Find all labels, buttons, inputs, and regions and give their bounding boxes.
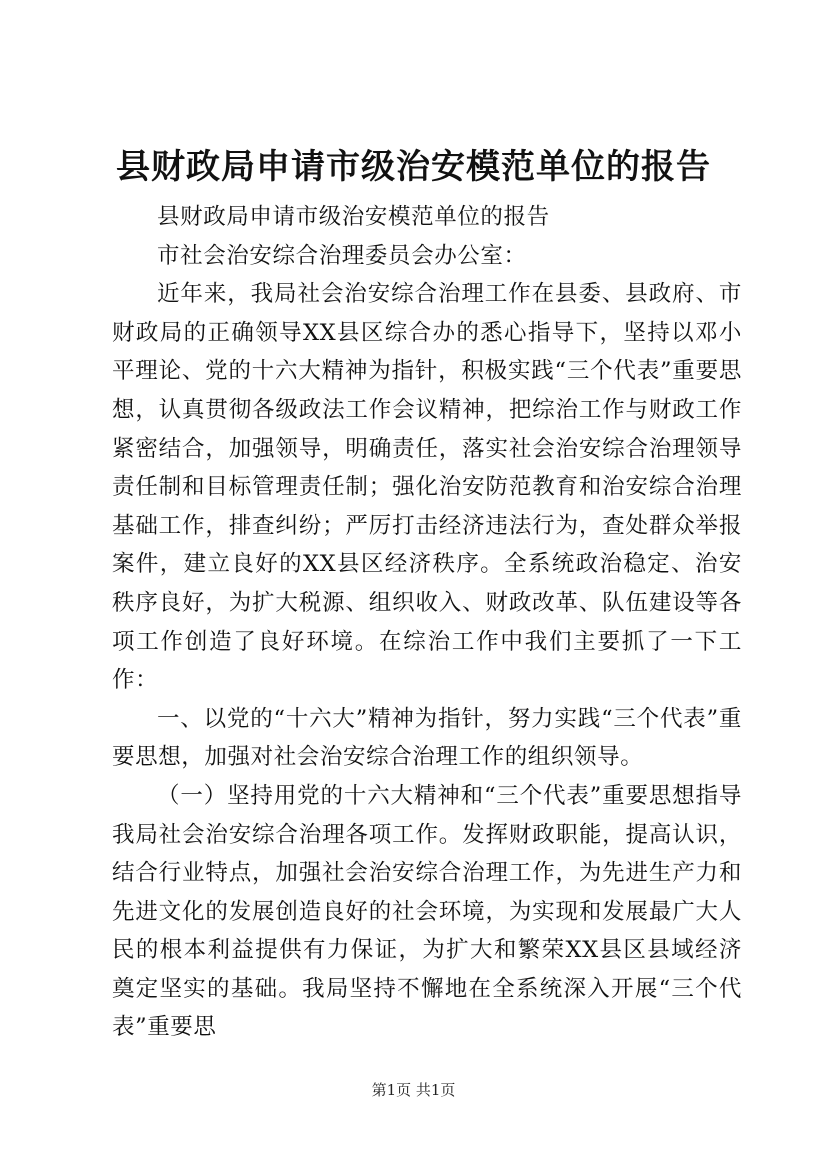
page-footer: 第1页 共1页 xyxy=(371,1081,456,1099)
paragraph-intro: 近年来，我局社会治安综合治理工作在县委、县政府、市财政局的正确领导XX县区综合办的悉心指导下，坚持以邓小平理论、党的十六大精神为指针，积极实践“三个代表”重要思想，认真贯彻各级政法工作会议精神，把综治工作与财政工作紧密结合，加强领导，明确责任，落实社会治安综合治理领导责任制和目标管理责任制；强化治安防范教育和治安综合治理基础工作，排查纠纷；严厉打击经济违法行为，查处群众举报案件，建立良好的XX县区经济秩序。全系统政治稳定、治安秩序良好，为扩大税源、组织收入、财政改革、队伍建设等各项工作创造了良好环境。在综治工作中我们主要抓了一下工作： xyxy=(112,281,742,694)
document-title: 县财政局申请市级治安模范单位的报告 xyxy=(116,147,711,187)
document-body xyxy=(112,198,742,1047)
paragraph-addressee: 市社会治安综合治理委员会办公室： xyxy=(157,242,527,269)
paragraph-subsection-one: （一）坚持用党的十六大精神和“三个代表”重要思想指导我局社会治安综合治理各项工作。发挥财政职能，提高认识，结合行业特点，加强社会治安综合治理工作，为先进生产力和先进文化的发展创造良好的社会环境，为实现和发展最广大人民的根本利益提供有力保证，为扩大和繁荣XX县区县域经济奠定坚实的基础。我局坚持不懈地在全系统深入开展“三个代表”重要思 xyxy=(112,782,742,1041)
paragraph-section-one: 一、以党的“十六大”精神为指针，努力实践“三个代表”重要思想，加强对社会治安综合治理工作的组织领导。 xyxy=(112,705,742,771)
paragraph-subtitle: 县财政局申请市级治安模范单位的报告 xyxy=(157,204,550,230)
